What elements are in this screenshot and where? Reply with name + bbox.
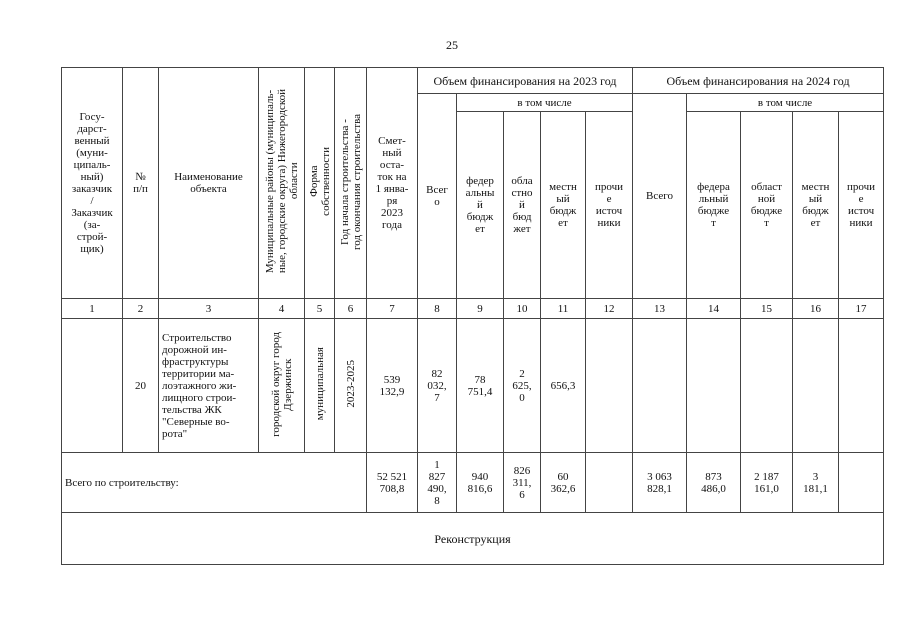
total-total-2024: 3 063 828,1	[633, 453, 687, 513]
section-row	[62, 513, 884, 565]
row-regional-2024	[741, 319, 793, 453]
row-district: городской округ город Дзержинск	[269, 331, 294, 437]
column-number: 12	[586, 299, 633, 319]
row-num: 20	[123, 319, 159, 453]
header-including-2024: в том числе	[687, 94, 884, 112]
header-regional-2023: обла стно й бюд жет	[504, 112, 541, 299]
header-district: Муниципальные районы (муниципаль- ные, городские округа) Нижегородской области	[263, 89, 300, 274]
header-object-name: Наименование объекта	[159, 68, 259, 299]
row-customer	[62, 319, 123, 453]
total-regional-2024: 2 187 161,0	[741, 453, 793, 513]
column-number: 8	[418, 299, 457, 319]
table-row	[62, 319, 884, 453]
row-years-cell	[335, 319, 367, 453]
header-num: № п/п	[123, 68, 159, 299]
column-number: 7	[367, 299, 418, 319]
header-including-2023: в том числе	[457, 94, 633, 112]
row-years: 2023-2025	[344, 360, 357, 408]
header-local-2023: местн ый бюдж ет	[541, 112, 586, 299]
total-local-2024: 3 181,1	[793, 453, 839, 513]
column-number: 2	[123, 299, 159, 319]
row-estimated-balance: 539 132,9	[367, 319, 418, 453]
column-number-row	[62, 299, 884, 319]
header-ownership: Форма собственности	[307, 147, 332, 216]
total-other-2023	[586, 453, 633, 513]
column-number: 17	[839, 299, 884, 319]
total-other-2024	[839, 453, 884, 513]
total-regional-2023: 826 311, 6	[504, 453, 541, 513]
row-federal-2023: 78 751,4	[457, 319, 504, 453]
row-local-2023: 656,3	[541, 319, 586, 453]
header-other-2024: прочи е источ ники	[839, 112, 884, 299]
column-number: 9	[457, 299, 504, 319]
total-label: Всего по строительству:	[62, 453, 367, 513]
total-row	[62, 453, 884, 513]
total-estimated-balance: 52 521 708,8	[367, 453, 418, 513]
total-total-2023: 1 827 490, 8	[418, 453, 457, 513]
header-customer: Госу- дарст- венный (муни- ципаль- ный) заказчик / Заказчик (за- строй- щик)	[62, 68, 123, 299]
column-number: 10	[504, 299, 541, 319]
header-federal-2024: федера льный бюдже т	[687, 112, 741, 299]
header-other-2023: прочи е источ ники	[586, 112, 633, 299]
page-number: 25	[446, 38, 458, 52]
header-district-cell	[259, 68, 305, 299]
row-total-2023: 82 032, 7	[418, 319, 457, 453]
row-federal-2024	[687, 319, 741, 453]
header-federal-2023: федер альны й бюдж ет	[457, 112, 504, 299]
header-ownership-cell	[305, 68, 335, 299]
header-total-2024: Всего	[633, 94, 687, 299]
row-regional-2023: 2 625, 0	[504, 319, 541, 453]
header-funding-2024: Объем финансирования на 2024 год	[633, 68, 884, 94]
column-number: 4	[259, 299, 305, 319]
header-years-cell	[335, 68, 367, 299]
total-federal-2024: 873 486,0	[687, 453, 741, 513]
row-total-2024	[633, 319, 687, 453]
financing-table	[61, 67, 884, 565]
header-years: Год начала строительства - год окончания строительства	[338, 113, 363, 250]
header-regional-2024: област ной бюдже т	[741, 112, 793, 299]
column-number: 6	[335, 299, 367, 319]
column-number: 5	[305, 299, 335, 319]
row-ownership: муниципальная	[313, 347, 326, 421]
header-funding-2023: Объем финансирования на 2023 год	[418, 68, 633, 94]
row-other-2023	[586, 319, 633, 453]
header-estimated-balance: Смет- ный оста- ток на 1 янва- ря 2023 года	[367, 68, 418, 299]
header-local-2024: местн ый бюдж ет	[793, 112, 839, 299]
column-number: 16	[793, 299, 839, 319]
row-ownership-cell	[305, 319, 335, 453]
column-number: 15	[741, 299, 793, 319]
column-number: 13	[633, 299, 687, 319]
row-local-2024	[793, 319, 839, 453]
column-number: 14	[687, 299, 741, 319]
column-number: 11	[541, 299, 586, 319]
column-number: 3	[159, 299, 259, 319]
row-district-cell	[259, 319, 305, 453]
total-federal-2023: 940 816,6	[457, 453, 504, 513]
section-title: Реконструкция	[62, 513, 884, 565]
row-object-name: Строительство дорожной ин- фраструктуры территории ма- лоэтажного жи- лищного строи- тельства ЖК "Северные во- рота"	[159, 319, 259, 453]
header-total-2023: Всег о	[418, 94, 457, 299]
total-local-2023: 60 362,6	[541, 453, 586, 513]
row-other-2024	[839, 319, 884, 453]
column-number: 1	[62, 299, 123, 319]
